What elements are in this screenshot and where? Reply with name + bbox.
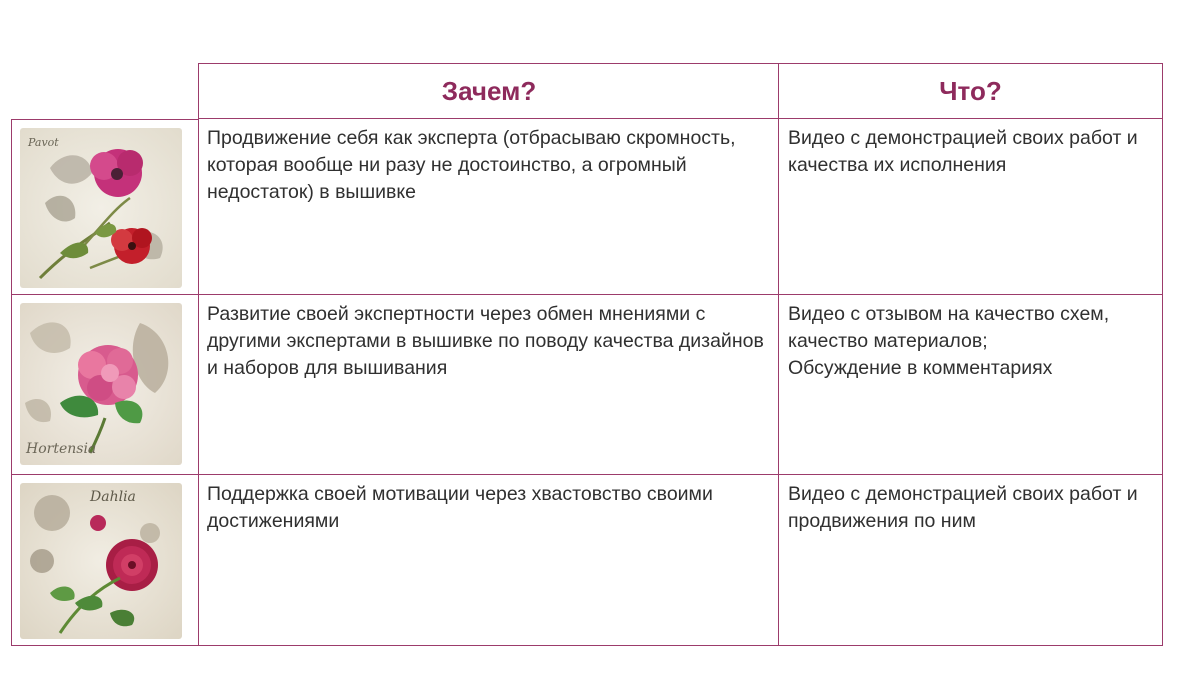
header-why: Зачем?: [198, 63, 779, 119]
table-row: [11, 295, 1163, 475]
why-cell: [198, 475, 779, 646]
why-text: Поддержка своей мотивации через хвастовство своими достижениями: [207, 483, 713, 532]
what-cell: [778, 475, 1163, 646]
image-cell: [11, 119, 199, 295]
why-cell: [198, 119, 779, 295]
table-row: [11, 475, 1163, 646]
table-row: [11, 119, 1163, 295]
what-text: Видео с отзывом на качество схем, качество материалов; Обсуждение в комментариях: [788, 303, 1110, 379]
why-cell: [198, 295, 779, 475]
what-text: Видео с демонстрацией своих работ и качества их исполнения: [788, 127, 1138, 176]
comparison-table: [11, 63, 1163, 646]
header-what: Что?: [778, 63, 1163, 119]
what-cell: [778, 295, 1163, 475]
image-caption: Pavot: [28, 136, 59, 149]
what-cell: [778, 119, 1163, 295]
what-text: Видео с демонстрацией своих работ и продвижения по ним: [788, 483, 1138, 532]
hydrangea-embroidery-image: [20, 303, 182, 465]
image-cell: [11, 475, 199, 646]
poppy-embroidery-image: [20, 128, 182, 288]
image-caption: Hortensia: [26, 441, 97, 457]
why-text: Продвижение себя как эксперта (отбрасываю скромность, которая вообще ни разу не достоинство, а огромный недостаток) в вышивке: [207, 127, 736, 203]
image-caption: Dahlia: [90, 489, 136, 505]
image-cell: [11, 295, 199, 475]
dahlia-embroidery-image: [20, 483, 182, 639]
why-text: Развитие своей экспертности через обмен мнениями с другими экспертами в вышивке по поводу качества дизайнов и наборов для вышивания: [207, 303, 764, 379]
